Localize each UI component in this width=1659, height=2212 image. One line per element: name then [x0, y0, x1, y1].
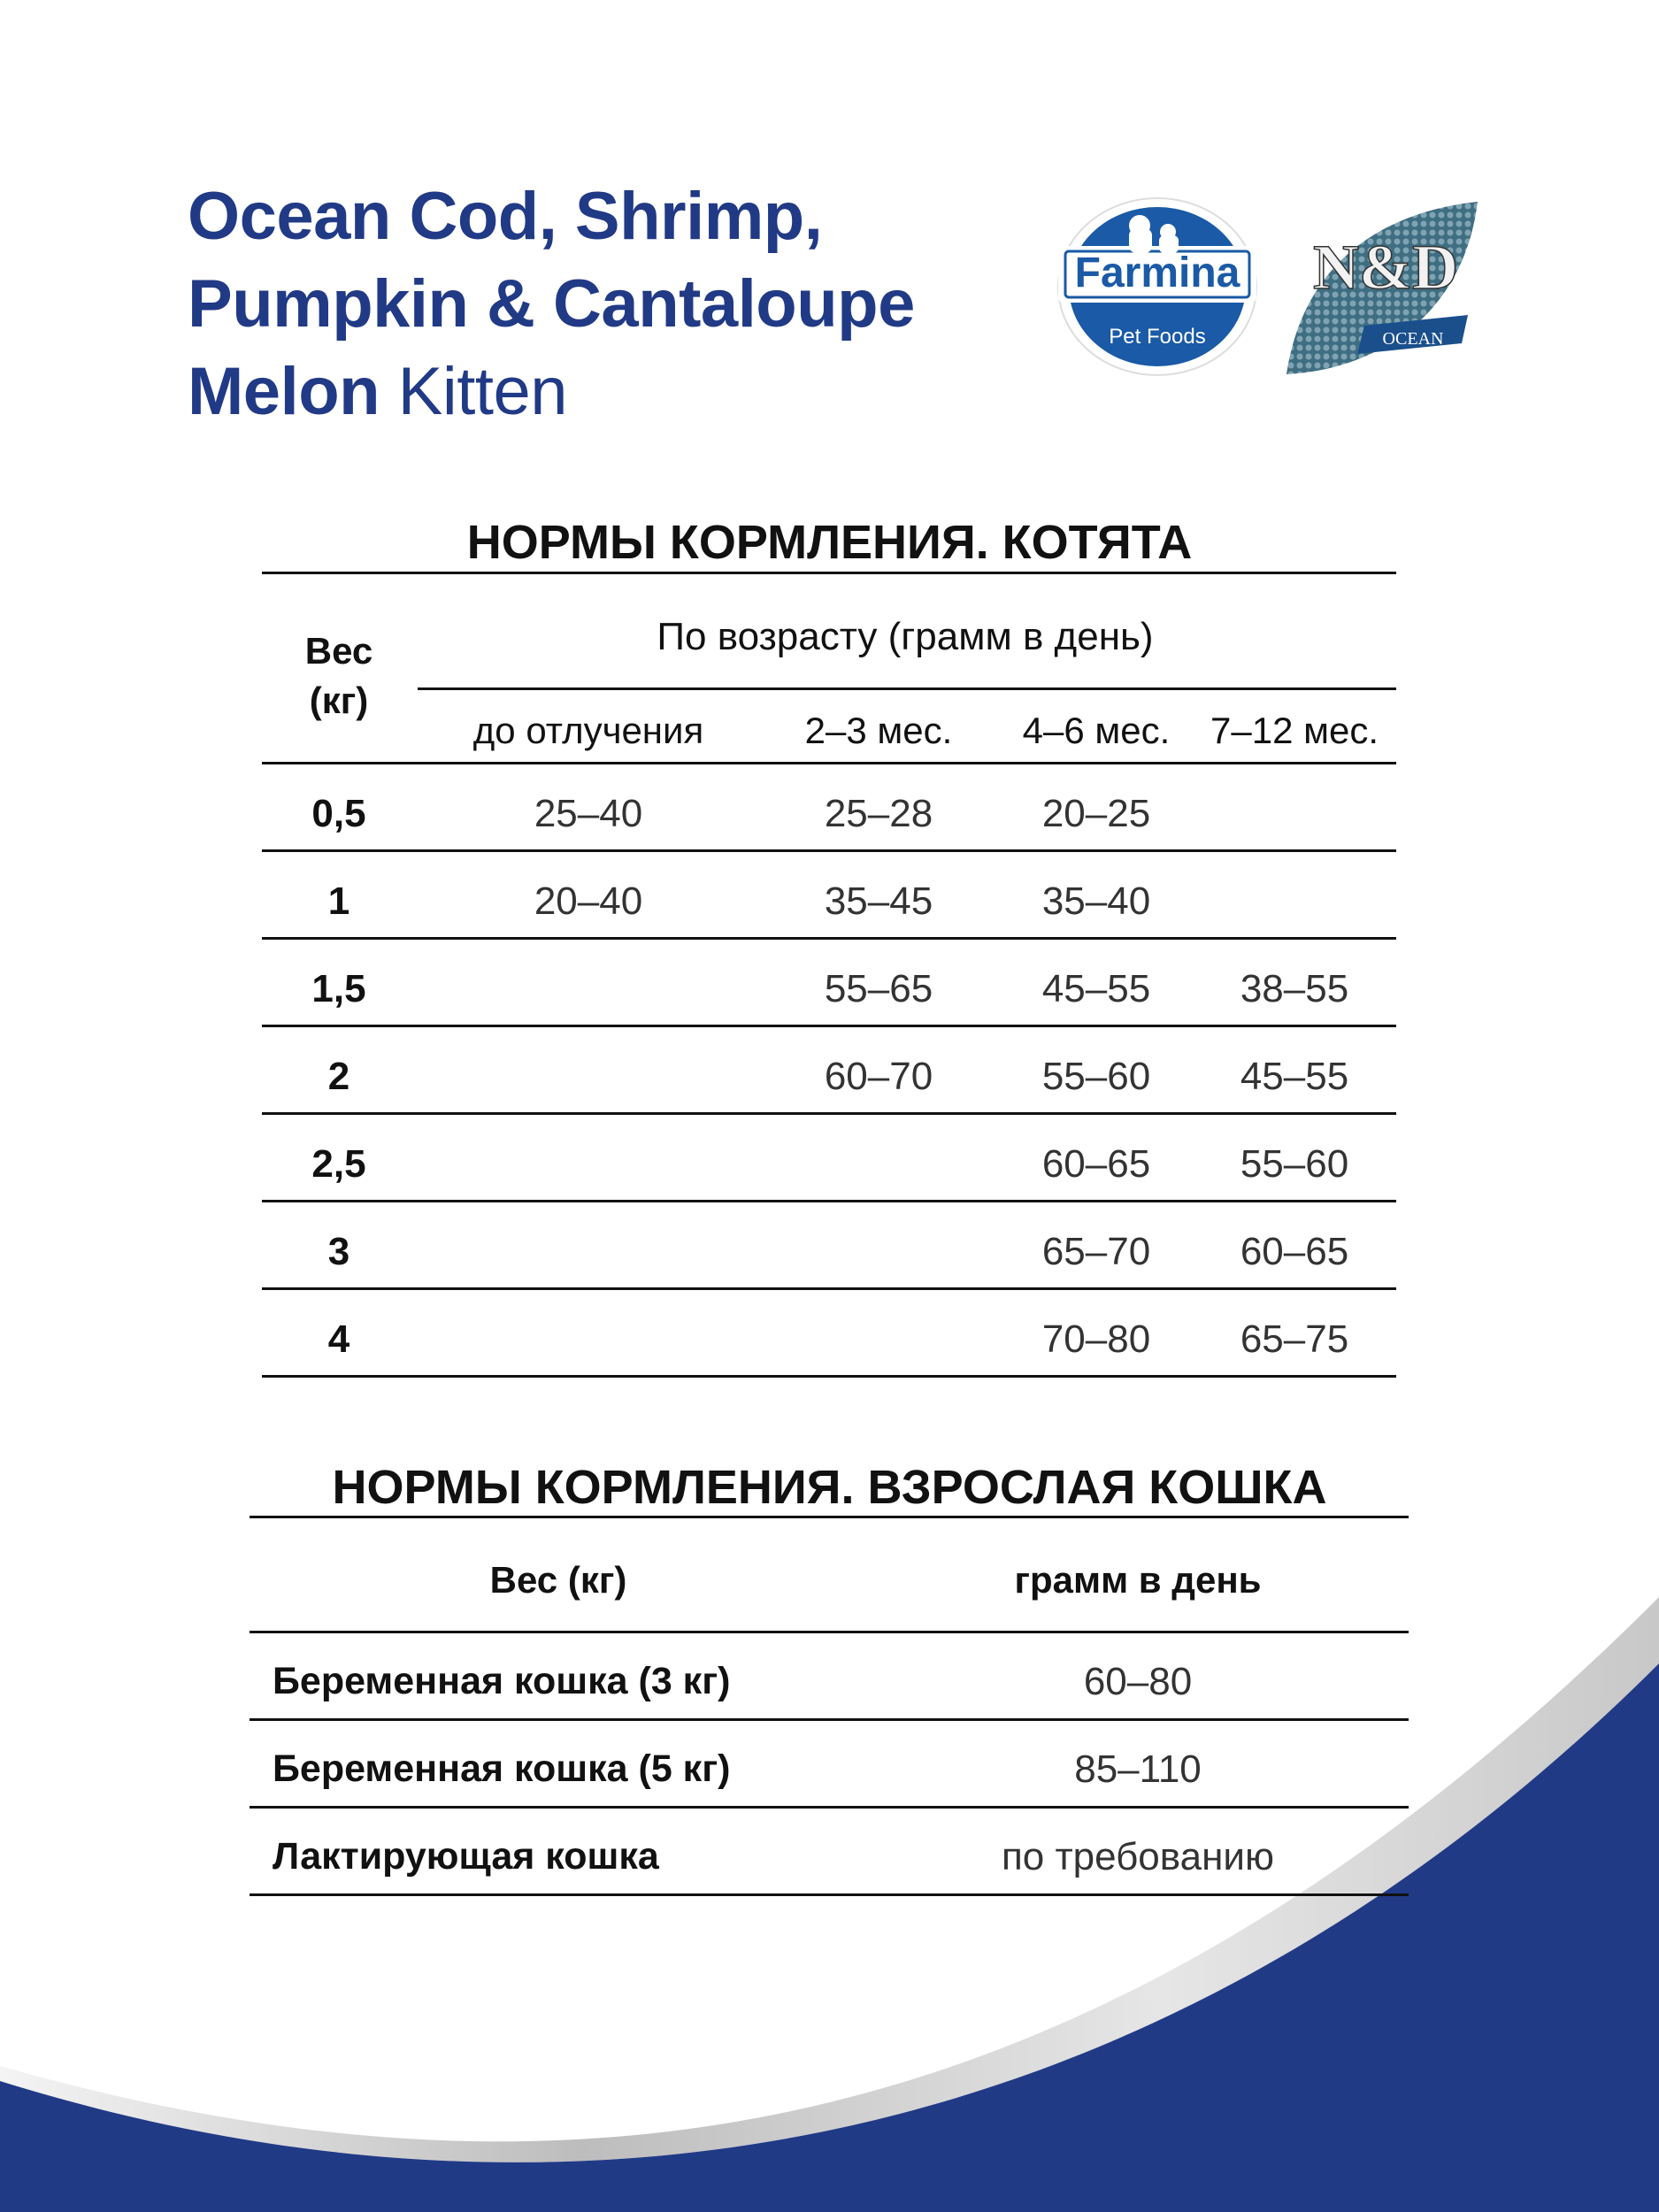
divider	[262, 1287, 1396, 1290]
col-header: 2–3 мес.	[804, 710, 953, 751]
title-line: Melon	[188, 354, 380, 429]
age-header: По возрасту (грамм в день)	[657, 615, 1154, 658]
table-cell: 25–40	[534, 792, 643, 835]
weight-header-line: (кг)	[309, 680, 369, 721]
divider	[262, 572, 1396, 574]
farmina-logo	[1051, 195, 1263, 379]
row-value: по требованию	[1001, 1835, 1275, 1878]
divider	[262, 1200, 1396, 1202]
table-cell: 55–65	[824, 967, 933, 1010]
kitten-section-title: НОРМЫ КОРМЛЕНИЯ. КОТЯТА	[466, 516, 1193, 569]
row-weight: 2	[327, 1055, 350, 1098]
farmina-brand: Farmina	[1074, 250, 1240, 296]
divider	[262, 849, 1396, 852]
table-cell: 55–60	[1041, 1055, 1151, 1098]
col-header: 7–12 мес.	[1210, 710, 1379, 751]
row-weight: 0,5	[311, 792, 366, 835]
weight-header-line: Вес	[304, 630, 373, 672]
divider	[250, 1893, 1409, 1896]
col-header: до отлучения	[472, 710, 704, 751]
table-cell: 70–80	[1041, 1317, 1151, 1361]
table-cell: 60–70	[824, 1055, 933, 1098]
table-cell: 35–45	[824, 879, 933, 923]
row-weight: 4	[327, 1317, 350, 1361]
row-weight: 2,5	[311, 1142, 366, 1186]
table-cell: 35–40	[1041, 879, 1151, 923]
col-header: Вес (кг)	[489, 1559, 627, 1601]
divider	[262, 1112, 1396, 1115]
row-label: Беременная кошка (3 кг)	[273, 1660, 731, 1702]
table-cell: 60–65	[1041, 1142, 1151, 1186]
col-header: грамм в день	[1014, 1559, 1262, 1601]
divider	[250, 1718, 1409, 1721]
nd-ocean-logo	[1286, 202, 1478, 374]
divider	[262, 762, 1396, 764]
divider	[250, 1806, 1409, 1809]
adult-section-title: НОРМЫ КОРМЛЕНИЯ. ВЗРОСЛАЯ КОШКА	[332, 1461, 1327, 1514]
table-cell: 25–28	[824, 792, 933, 835]
divider	[262, 1375, 1396, 1378]
table-cell: 38–55	[1240, 967, 1349, 1010]
table-cell: 20–40	[534, 879, 643, 923]
table-cell: 65–70	[1041, 1230, 1151, 1273]
product-title	[188, 173, 915, 435]
divider	[262, 937, 1396, 940]
col-header: 4–6 мес.	[1022, 710, 1171, 751]
title-suffix: Kitten	[397, 354, 568, 429]
divider	[418, 687, 1396, 690]
table-cell: 60–65	[1240, 1230, 1349, 1273]
row-weight: 1	[327, 879, 350, 923]
table-cell: 20–25	[1041, 792, 1151, 835]
table-cell: 65–75	[1240, 1317, 1349, 1361]
row-weight: 3	[327, 1230, 350, 1273]
title-line: Pumpkin & Cantaloupe	[188, 266, 915, 342]
svg-text:N&D: N&D	[1313, 232, 1458, 303]
table-cell: 45–55	[1041, 967, 1151, 1010]
row-label: Беременная кошка (5 кг)	[273, 1747, 731, 1790]
table-cell: 45–55	[1240, 1055, 1349, 1098]
svg-text:OCEAN: OCEAN	[1382, 329, 1444, 349]
row-label: Лактирующая кошка	[273, 1835, 659, 1878]
divider	[250, 1631, 1409, 1633]
divider	[262, 1025, 1396, 1027]
title-line: Ocean Cod, Shrimp,	[188, 179, 823, 254]
divider	[250, 1516, 1409, 1518]
row-value: 85–110	[1074, 1747, 1202, 1791]
row-value: 60–80	[1083, 1660, 1193, 1703]
svg-text:Pet Foods: Pet Foods	[1109, 325, 1206, 349]
row-weight: 1,5	[311, 967, 366, 1010]
weight-header	[305, 626, 373, 726]
table-cell: 55–60	[1240, 1142, 1349, 1186]
